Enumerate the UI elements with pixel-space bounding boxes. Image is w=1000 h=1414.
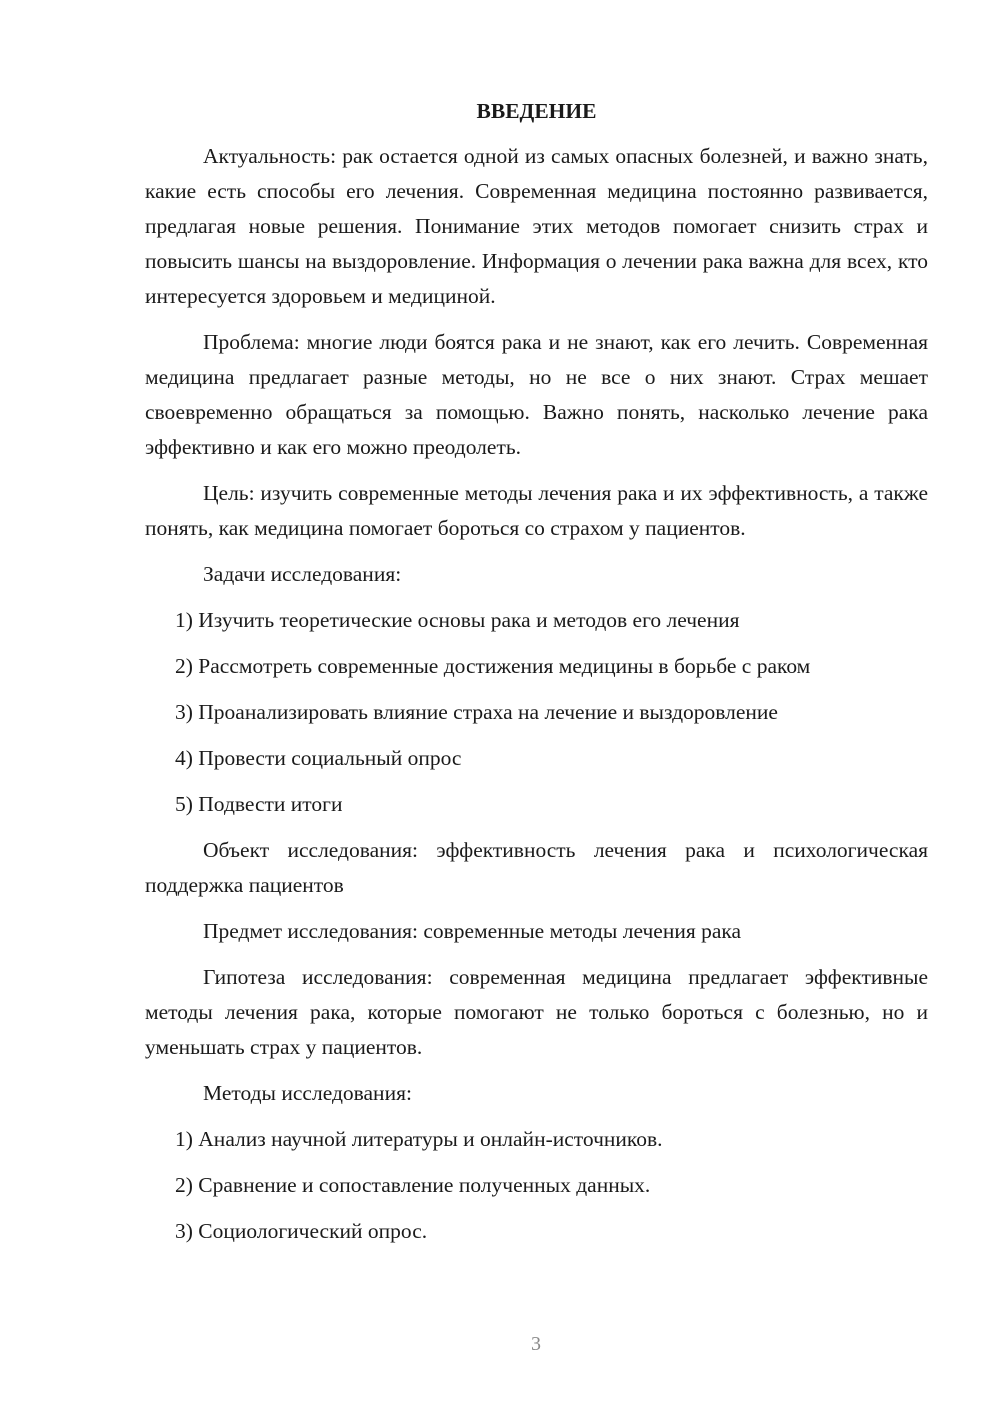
problem-paragraph: Проблема: многие люди боятся рака и не знают, как его лечить. Современная медицина предлагает разные методы, но не все о них знают. Страх мешает своевременно обращаться за помощью. Важно понять, насколько лечение рака эффективно и как его можно преодолеть. bbox=[145, 330, 928, 459]
list-item: 3) Социологический опрос. bbox=[175, 1219, 428, 1243]
tasks-heading: Задачи исследования: bbox=[203, 562, 402, 586]
list-item: 3) Проанализировать влияние страха на лечение и выздоровление bbox=[175, 700, 778, 724]
goal-paragraph: Цель: изучить современные методы лечения рака и их эффективность, а также понять, как медицина помогает бороться со страхом у пациентов. bbox=[145, 481, 928, 540]
list-item: 5) Подвести итоги bbox=[175, 792, 343, 816]
page-title: ВВЕДЕНИЕ bbox=[476, 99, 597, 123]
hypothesis-paragraph: Гипотеза исследования: современная медицина предлагает эффективные методы лечения рака, которые помогают не только бороться с болезнью, но и уменьшать страх у пациентов. bbox=[145, 965, 928, 1059]
document-page bbox=[145, 96, 928, 1260]
subject-paragraph: Предмет исследования: современные методы лечения рака bbox=[203, 919, 742, 943]
relevance-paragraph: Актуальность: рак остается одной из самых опасных болезней, и важно знать, какие есть способы его лечения. Современная медицина постоянно развивается, предлагая новые решения. Понимание этих методов помогает снизить страх и повысить шансы на выздоровление. Информация о лечении рака важна для всех, кто интересуется здоровьем и медициной. bbox=[145, 144, 928, 308]
methods-list bbox=[145, 1122, 928, 1249]
methods-heading: Методы исследования: bbox=[203, 1081, 412, 1105]
tasks-list bbox=[145, 603, 928, 822]
list-item: 1) Анализ научной литературы и онлайн-источников. bbox=[175, 1127, 663, 1151]
page-number: 3 bbox=[531, 1333, 541, 1355]
list-item: 4) Провести социальный опрос bbox=[175, 746, 462, 770]
list-item: 2) Сравнение и сопоставление полученных данных. bbox=[175, 1173, 651, 1197]
object-paragraph: Объект исследования: эффективность лечения рака и психологическая поддержка пациентов bbox=[145, 838, 928, 897]
list-item: 2) Рассмотреть современные достижения медицины в борьбе с раком bbox=[175, 654, 811, 678]
list-item: 1) Изучить теоретические основы рака и методов его лечения bbox=[175, 608, 740, 632]
